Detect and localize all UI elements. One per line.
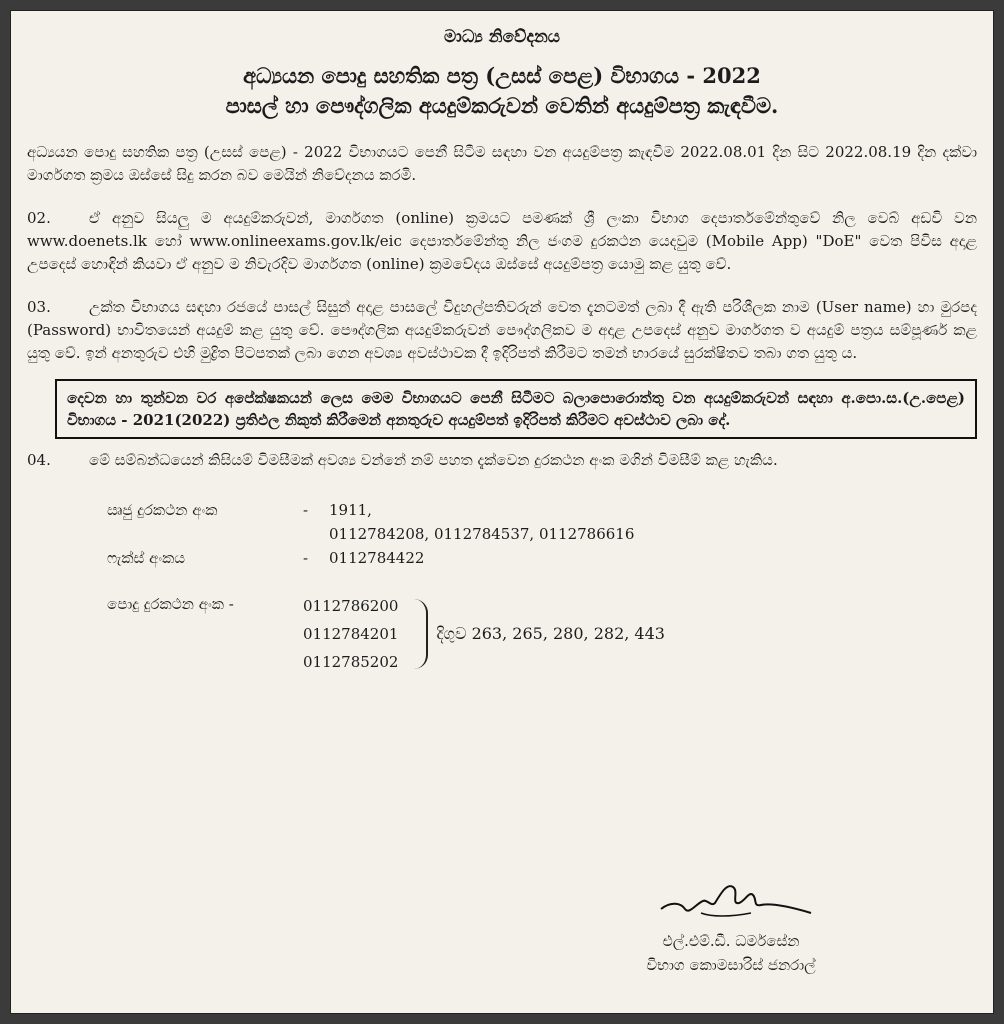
hotline-row — [107, 498, 977, 522]
paragraph-text: මේ සම්බන්ධයෙන් කිසියම් විමසීමක් අවශ්‍ය වන්නේ නම් පහත දැක්වෙන දුරකථන අංක මගින් විමසීම් කළ හැකිය. — [89, 451, 778, 469]
paragraph-4 — [27, 449, 977, 472]
fax-label: ෆැක්ස් අංකය — [107, 549, 186, 567]
paragraph-1: අධ්‍යයන පොදු සහතික පත්‍ර (උසස් පෙළ) - 2022 විභාගයට පෙනී සිටීම සඳහා වන අයදුම්පත්‍ර කැඳවීම 2022.08.01 දින සිට 2022.08.19 දින දක්වා මාර්ගගත ක්‍රමය ඔස්සේ සිදු කරන බව මෙයින් නිවේදනය කරමි. — [27, 143, 977, 184]
contact-details — [107, 498, 977, 676]
press-release-page — [10, 10, 994, 1014]
signature-block — [571, 873, 891, 977]
hotline-label: ඍජු දුරකථන අංක — [107, 501, 218, 519]
paragraph-text: උක්ත විභාගය සඳහා රජයේ පාසල් සිසුන් අදාළ පාසලේ විදුහල්පතිවරුන් වෙත දැනටමත් ලබා දී ඇති පරිශීලක නාම (User name) හා මුරපද (Password) භාවිතයෙන් අයදුම් කළ යුතු වේ. පෞද්ගලික අයදුම්කරුවන් පෞද්ගලිකව ම අදාළ උපදෙස් අනුව මාර්ගගත ව අයදුම් පත්‍රය සම්පූර්ණ කළ යුතු වේ. ඉන් අනතුරුව එහි මුද්‍රිත පිටපතක් ලබා ගෙන අවශ්‍ය අවස්ථාවක දී ඉදිරිපත් කිරීමට තමන් භාරයේ සුරක්ෂිතව තබා ගත යුතු ය. — [27, 298, 977, 362]
paragraph-number: 02. — [27, 209, 51, 227]
signatory-name: එල්.එම්.ඩී. ධර්මසේන — [662, 932, 800, 950]
paragraph-2 — [27, 207, 977, 276]
paragraph-number: 03. — [27, 298, 51, 316]
general-phone-group — [107, 592, 977, 676]
general-phone-numbers — [303, 592, 398, 676]
boxed-note: දෙවන හා තුන්වන වර අපේක්ෂකයන් ලෙස මෙම විභාගයට පෙනී සිටීමට බලාපොරොත්තු වන අයදුම්කරුවන් සඳහා අ.පො.ස.(උ.පෙළ) විභාගය - 2021(2022) ප්‍රතිඵල නිකුත් කිරීමෙන් අනතුරුව අයදුම්පත් ඉදිරිපත් කිරීමට අවස්ථාව ලබා දේ. — [55, 379, 977, 439]
fax-number: 0112784422 — [329, 549, 425, 567]
phone-number: 0112784201 — [303, 625, 399, 643]
separator-dash: - — [303, 549, 309, 567]
general-phone-label: පොදු දුරකථන අංක - — [107, 595, 234, 613]
curly-brace — [404, 599, 428, 669]
document-title: අධ්‍යයන පොදු සහතික පත්‍ර (උසස් පෙළ) විභාගය - 2022 — [243, 63, 761, 88]
document-body — [27, 23, 977, 676]
handwritten-signature — [641, 873, 821, 929]
fax-row — [107, 546, 977, 570]
paragraph-number: 04. — [27, 451, 51, 469]
paragraph-3 — [27, 296, 977, 365]
extensions: දිගුව 263, 265, 280, 282, 443 — [436, 624, 665, 643]
hotline-row-2 — [107, 522, 977, 546]
signatory-title: විභාග කොමසාරිස් ජනරාල් — [646, 956, 816, 974]
paragraph-text: ඒ අනුව සියලු ම අයදුම්කරුවන්, මාර්ගගත (online) ක්‍රමයට පමණක් ශ්‍රී ලංකා විභාග දෙපාර්තමේන්තුවේ නිල වෙබ් අඩවි වන www.doenets.lk හෝ www.onlineexams.gov.lk/eic දෙපාර්තමේන්තු නිල ජංගම දුරකථන යෙදවුම (Mobile App) "DoE" වෙත පිවිස අදාළ උපදෙස් හොඳින් කියවා ඒ අනුව ම නිවැරදිව මාර්ගගත (online) ක්‍රමවේදය ඔස්සේ අයදුම්පත්‍ර යොමු කළ යුතු වේ. — [27, 209, 977, 273]
document-subtitle: පාසල් හා පෞද්ගලික අයදුම්කරුවන් වෙතින් අයදුම්පත්‍ර කැඳවීම. — [225, 93, 779, 118]
hotline-numbers: 0112784208, 0112784537, 0112786616 — [329, 525, 635, 543]
separator-dash: - — [303, 501, 309, 519]
phone-number: 0112785202 — [303, 653, 399, 671]
notice-label: මාධ්‍ය නිවේදනය — [444, 27, 560, 47]
hotline-number: 1911, — [329, 501, 372, 519]
phone-number: 0112786200 — [303, 597, 399, 615]
